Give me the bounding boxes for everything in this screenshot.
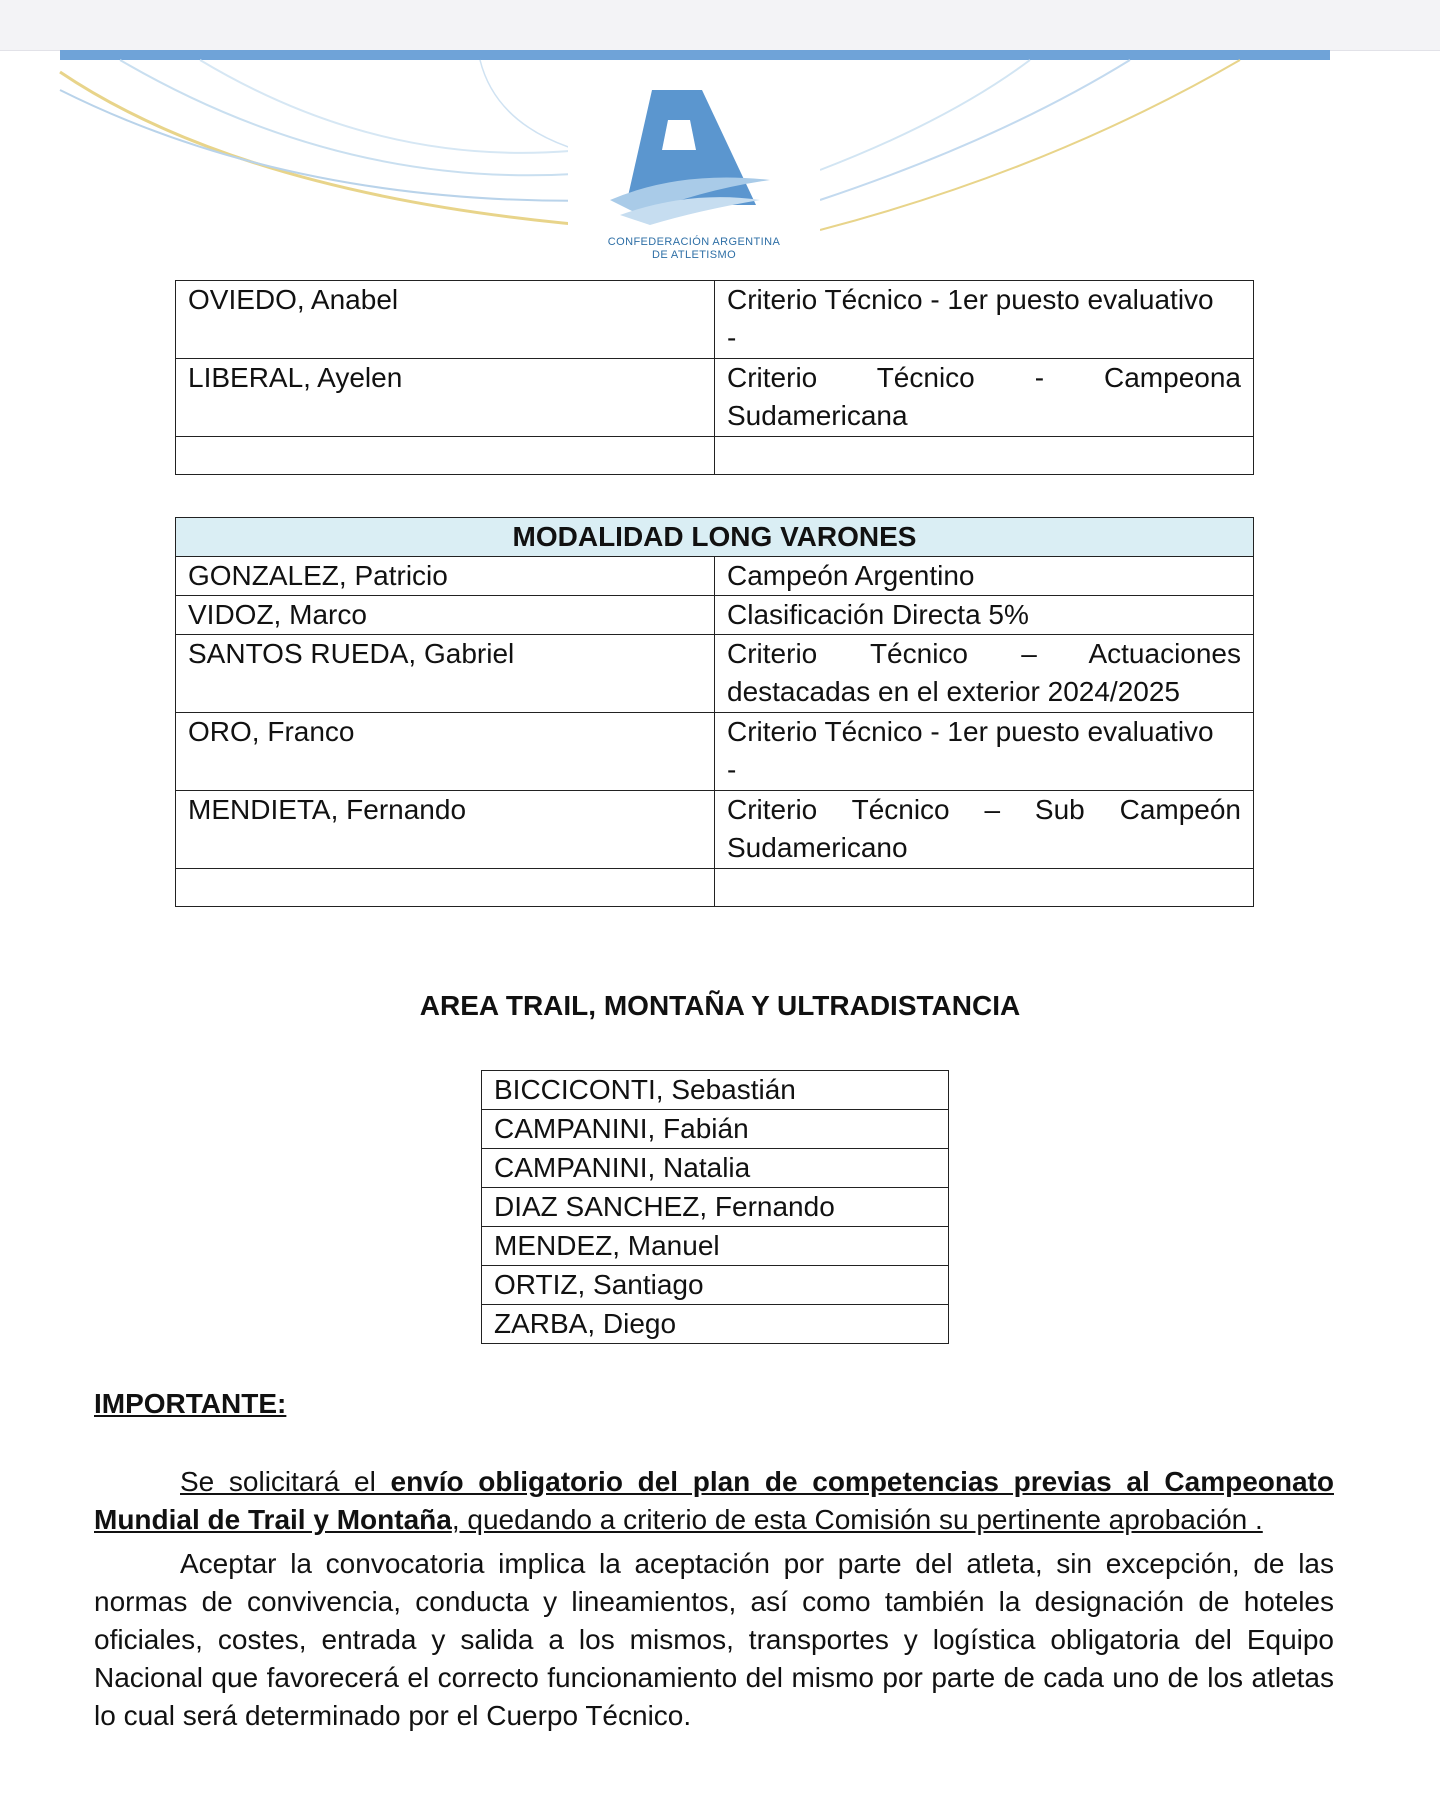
athlete-name: OVIEDO, Anabel <box>188 284 399 315</box>
criterio-text: Criterio Técnico - 1er puesto evaluativo <box>727 716 1214 747</box>
athlete-name-cell <box>176 713 715 791</box>
criterio-cell <box>715 635 1254 713</box>
decor-curve-right-1 <box>820 60 1130 200</box>
paragraph-aceptacion <box>94 1545 1334 1735</box>
athlete-name-cell <box>176 596 715 635</box>
letterhead <box>0 50 1440 280</box>
criterio-cell <box>715 869 1254 907</box>
decor-curve-right-2 <box>820 60 1030 170</box>
criterio-cell <box>715 791 1254 869</box>
athletes-table-long-varones <box>175 517 1254 907</box>
decor-curve-left-1 <box>60 90 620 201</box>
athlete-name: VIDOZ, Marco <box>188 599 367 630</box>
header-blue-rule <box>60 50 1330 60</box>
athlete-name-cell: MENDEZ, Manuel <box>482 1227 949 1266</box>
criterio-cell <box>715 437 1254 475</box>
criterio-cell <box>715 557 1254 596</box>
criterio-cell <box>715 359 1254 437</box>
table-row <box>482 1110 949 1149</box>
athlete-name: GONZALEZ, Patricio <box>188 560 448 591</box>
athlete-name-cell <box>176 359 715 437</box>
criterio-text: Campeón Argentino <box>727 560 975 591</box>
logo-caption-line2: DE ATLETISMO <box>651 249 737 261</box>
trail-athletes-table <box>481 1070 949 1344</box>
criterio-text: Clasificación Directa 5% <box>727 599 1029 630</box>
paragraph-plan-competencias <box>94 1463 1334 1539</box>
athlete-name-cell <box>176 791 715 869</box>
logo-caption <box>586 236 802 262</box>
athlete-name-cell: CAMPANINI, Natalia <box>482 1149 949 1188</box>
table-row <box>482 1188 949 1227</box>
criterio-text-cont: Sudamericana <box>727 400 908 431</box>
decor-curve-left-3 <box>200 60 620 153</box>
athlete-name: ORO, Franco <box>188 716 355 747</box>
table-header: MODALIDAD LONG VARONES <box>176 518 1254 557</box>
table-header-row <box>176 518 1254 557</box>
table-row <box>482 1266 949 1305</box>
important-heading: IMPORTANTE: <box>94 1388 287 1419</box>
table-row <box>176 635 1254 713</box>
athlete-name-cell <box>176 281 715 359</box>
table-row <box>482 1149 949 1188</box>
athlete-name-cell <box>176 869 715 907</box>
decor-curve-yellow <box>60 72 620 228</box>
table-row <box>482 1305 949 1344</box>
paragraph2-text: Aceptar la convocatoria implica la aceptación por parte del atleta, sin excepción, de las normas de convivencia, conducta y lineamientos, así como también la designación de hoteles oficiales, costes, entrada y salida a los mismos, transportes y logística obligatoria del Equipo Nacional que favorecerá el correcto funcionamiento del mismo por parte de cada uno de los atletas lo cual será determinado por el Cuerpo Técnico. <box>94 1548 1334 1731</box>
criterio-text: Criterio Técnico – Actuaciones <box>727 638 1241 669</box>
criterio-text: Criterio Técnico - 1er puesto evaluativo <box>727 284 1214 315</box>
logo-caption-line1: CONFEDERACIÓN ARGENTINA <box>607 236 781 248</box>
section-title: AREA TRAIL, MONTAÑA Y ULTRADISTANCIA <box>419 990 1021 1021</box>
decor-curve-right-yellow <box>820 60 1240 230</box>
athlete-name: LIBERAL, Ayelen <box>188 362 403 393</box>
table-row <box>176 437 1254 475</box>
criterio-cell <box>715 713 1254 791</box>
athlete-name-cell: BICCICONTI, Sebastián <box>482 1071 949 1110</box>
paragraph1-part2: envío obligatorio del plan de competencias previas al Campeonato Mundial de Trail y Montaña <box>94 1466 1334 1535</box>
criterio-text: Criterio Técnico – Sub Campeón <box>727 794 1241 825</box>
athlete-name: SANTOS RUEDA, Gabriel <box>188 638 515 669</box>
criterio-text-cont: - <box>727 754 737 785</box>
criterio-cell <box>715 281 1254 359</box>
athlete-name-cell <box>176 437 715 475</box>
athlete-name: MENDIETA, Fernando <box>188 794 467 825</box>
table-row <box>176 557 1254 596</box>
table-row <box>176 596 1254 635</box>
table-row <box>176 791 1254 869</box>
athlete-name-cell: DIAZ SANCHEZ, Fernando <box>482 1188 949 1227</box>
athlete-name-cell: ORTIZ, Santiago <box>482 1266 949 1305</box>
criterio-text-cont: Sudamericano <box>727 832 908 863</box>
table-row <box>482 1071 949 1110</box>
athlete-name-cell: CAMPANINI, Fabián <box>482 1110 949 1149</box>
athlete-name-cell <box>176 635 715 713</box>
athletes-table-women <box>175 280 1254 475</box>
athlete-name-cell <box>176 557 715 596</box>
table-row <box>176 281 1254 359</box>
table-row <box>482 1227 949 1266</box>
criterio-text-cont: destacadas en el exterior 2024/2025 <box>727 676 1180 707</box>
criterio-text: Criterio Técnico - Campeona <box>727 362 1241 393</box>
top-bar <box>0 0 1440 51</box>
criterio-cell <box>715 596 1254 635</box>
athlete-name-cell: ZARBA, Diego <box>482 1305 949 1344</box>
decor-curve-left-2 <box>120 60 620 175</box>
table-row <box>176 713 1254 791</box>
paragraph1-part1: Se solicitará el <box>180 1466 391 1497</box>
criterio-text-cont: - <box>727 322 737 353</box>
table-row <box>176 359 1254 437</box>
paragraph1-part3: , quedando a criterio de esta Comisión su pertinente aprobación . <box>451 1504 1263 1535</box>
table-row <box>176 869 1254 907</box>
